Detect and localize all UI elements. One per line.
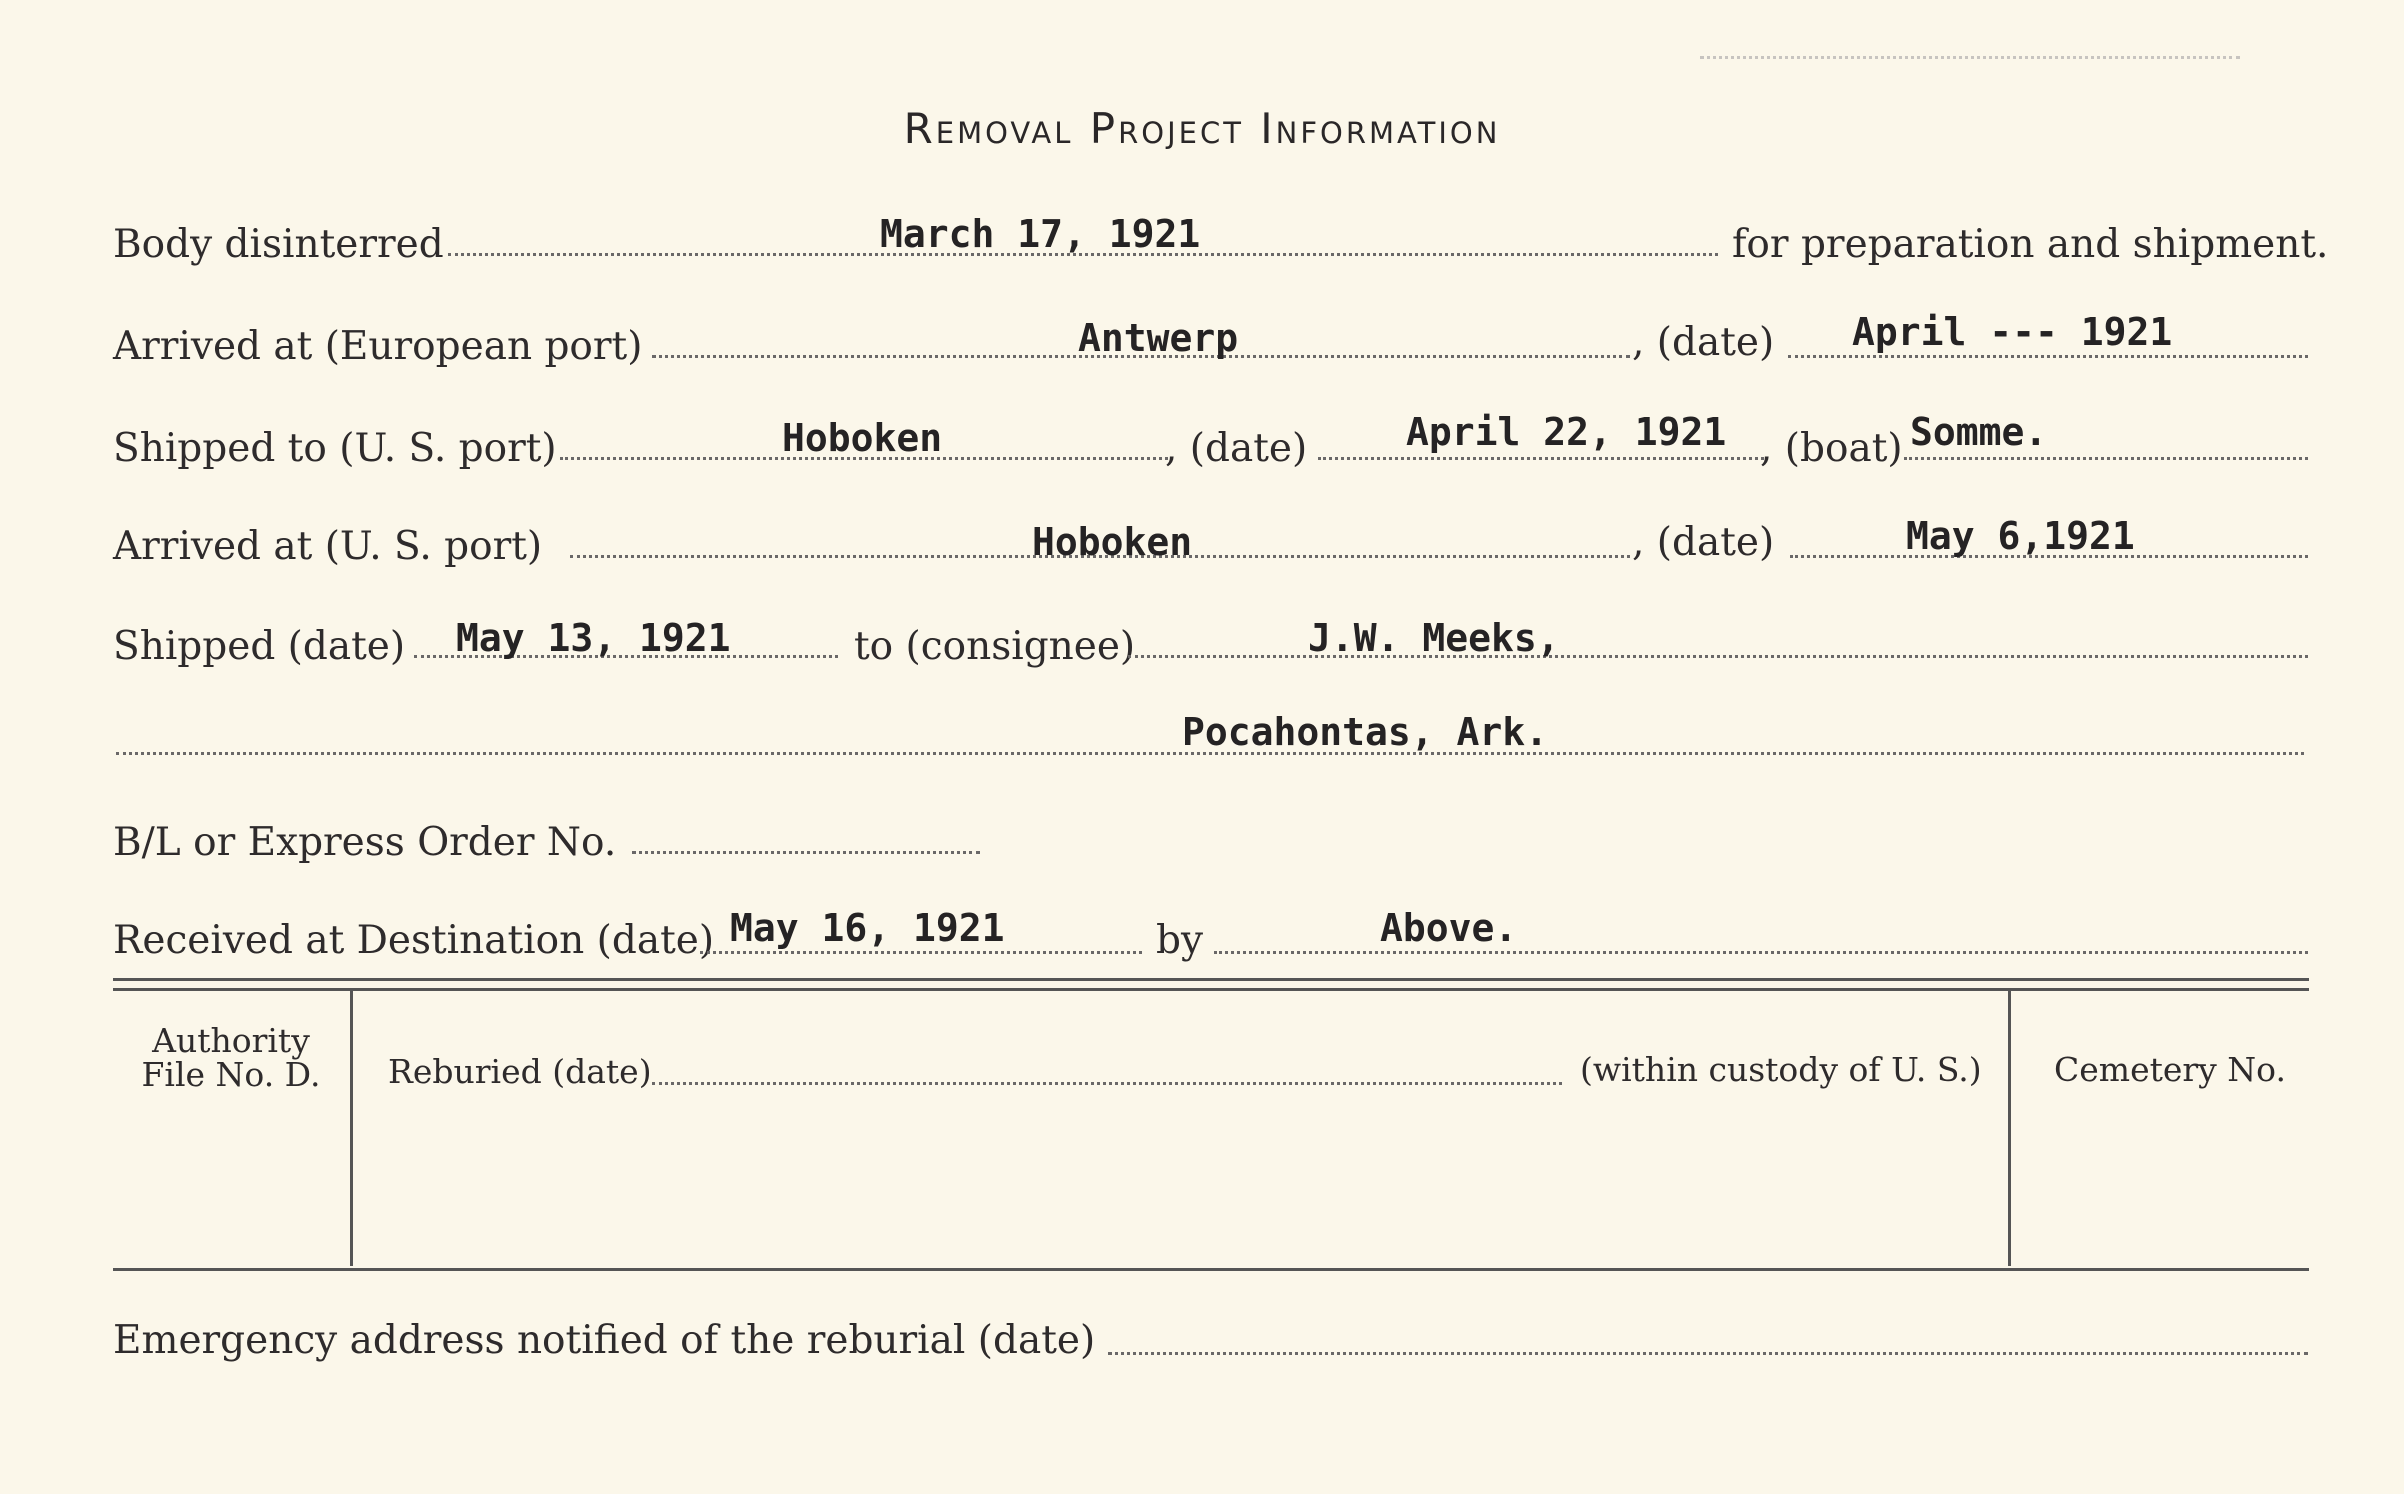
label-reburied-date: Reburied (date): [388, 1052, 652, 1091]
value-disinterred-date: March 17, 1921: [880, 212, 1201, 256]
field-line-boat: [1904, 457, 2308, 460]
label-to-consignee: to (consignee): [854, 624, 1136, 669]
box-divider-left: [350, 990, 353, 1266]
box-top-rule-1: [113, 978, 2309, 981]
value-eu-date: April --- 1921: [1852, 310, 2173, 354]
box-top-rule-2: [113, 988, 2309, 991]
value-consignee-address: Pocahontas, Ark.: [1182, 710, 1549, 754]
label-arrived-us-date: , (date): [1632, 520, 1775, 565]
value-shipped-port: Hoboken: [782, 416, 943, 460]
value-consignee: J.W. Meeks,: [1308, 616, 1560, 660]
box-divider-right: [2008, 990, 2011, 1266]
label-bl-express-order: B/L or Express Order No.: [113, 820, 617, 865]
label-eu-date: , (date): [1632, 320, 1775, 365]
value-boat: Somme.: [1910, 410, 2048, 454]
label-boat: , (boat): [1760, 426, 1903, 471]
value-arrived-us-date: May 6,1921: [1906, 514, 2135, 558]
label-within-custody: (within custody of U. S.): [1580, 1050, 1982, 1089]
value-consignee-ship-date: May 13, 1921: [456, 616, 731, 660]
label-authority-file: [120, 1021, 342, 1094]
value-shipped-date: April 22, 1921: [1406, 410, 1727, 454]
label-arrived-european-port: Arrived at (European port): [113, 324, 643, 369]
label-authority: Authority: [152, 1021, 310, 1060]
field-line-bl-express-order: [632, 851, 980, 854]
label-shipped-date-consignee: Shipped (date): [113, 624, 406, 669]
label-emergency-address: Emergency address notified of the reburial (date): [113, 1318, 1096, 1363]
label-body-disinterred: Body disinterred: [113, 222, 444, 267]
label-received-by: by: [1156, 918, 1203, 963]
label-received-destination: Received at Destination (date): [113, 918, 715, 963]
label-file-no: File No. D.: [141, 1055, 321, 1094]
field-line-emergency-date: [1108, 1352, 2308, 1355]
label-arrived-us-port: Arrived at (U. S. port): [113, 524, 543, 569]
field-line-eu-date: [1788, 355, 2308, 358]
field-line-reburied-date: [652, 1082, 1562, 1085]
value-received-date: May 16, 1921: [730, 906, 1005, 950]
value-arrived-us-port: Hoboken: [1032, 520, 1193, 564]
card-title: Removal Project Information: [903, 104, 1501, 153]
label-cemetery-no: Cemetery No.: [2054, 1050, 2286, 1089]
box-bottom-rule: [113, 1268, 2309, 1271]
label-shipped-date: , (date): [1165, 426, 1308, 471]
field-line-consignee: [1128, 655, 2308, 658]
value-received-by: Above.: [1380, 906, 1518, 950]
field-line-received-date: [700, 951, 1142, 954]
field-line-received-by: [1214, 951, 2308, 954]
faded-stamp: [1700, 56, 2240, 75]
value-european-port: Antwerp: [1078, 316, 1239, 360]
field-line-shipped-date: [1318, 457, 1764, 460]
label-shipped-us-port: Shipped to (U. S. port): [113, 426, 557, 471]
label-preparation-shipment: for preparation and shipment.: [1732, 222, 2329, 267]
